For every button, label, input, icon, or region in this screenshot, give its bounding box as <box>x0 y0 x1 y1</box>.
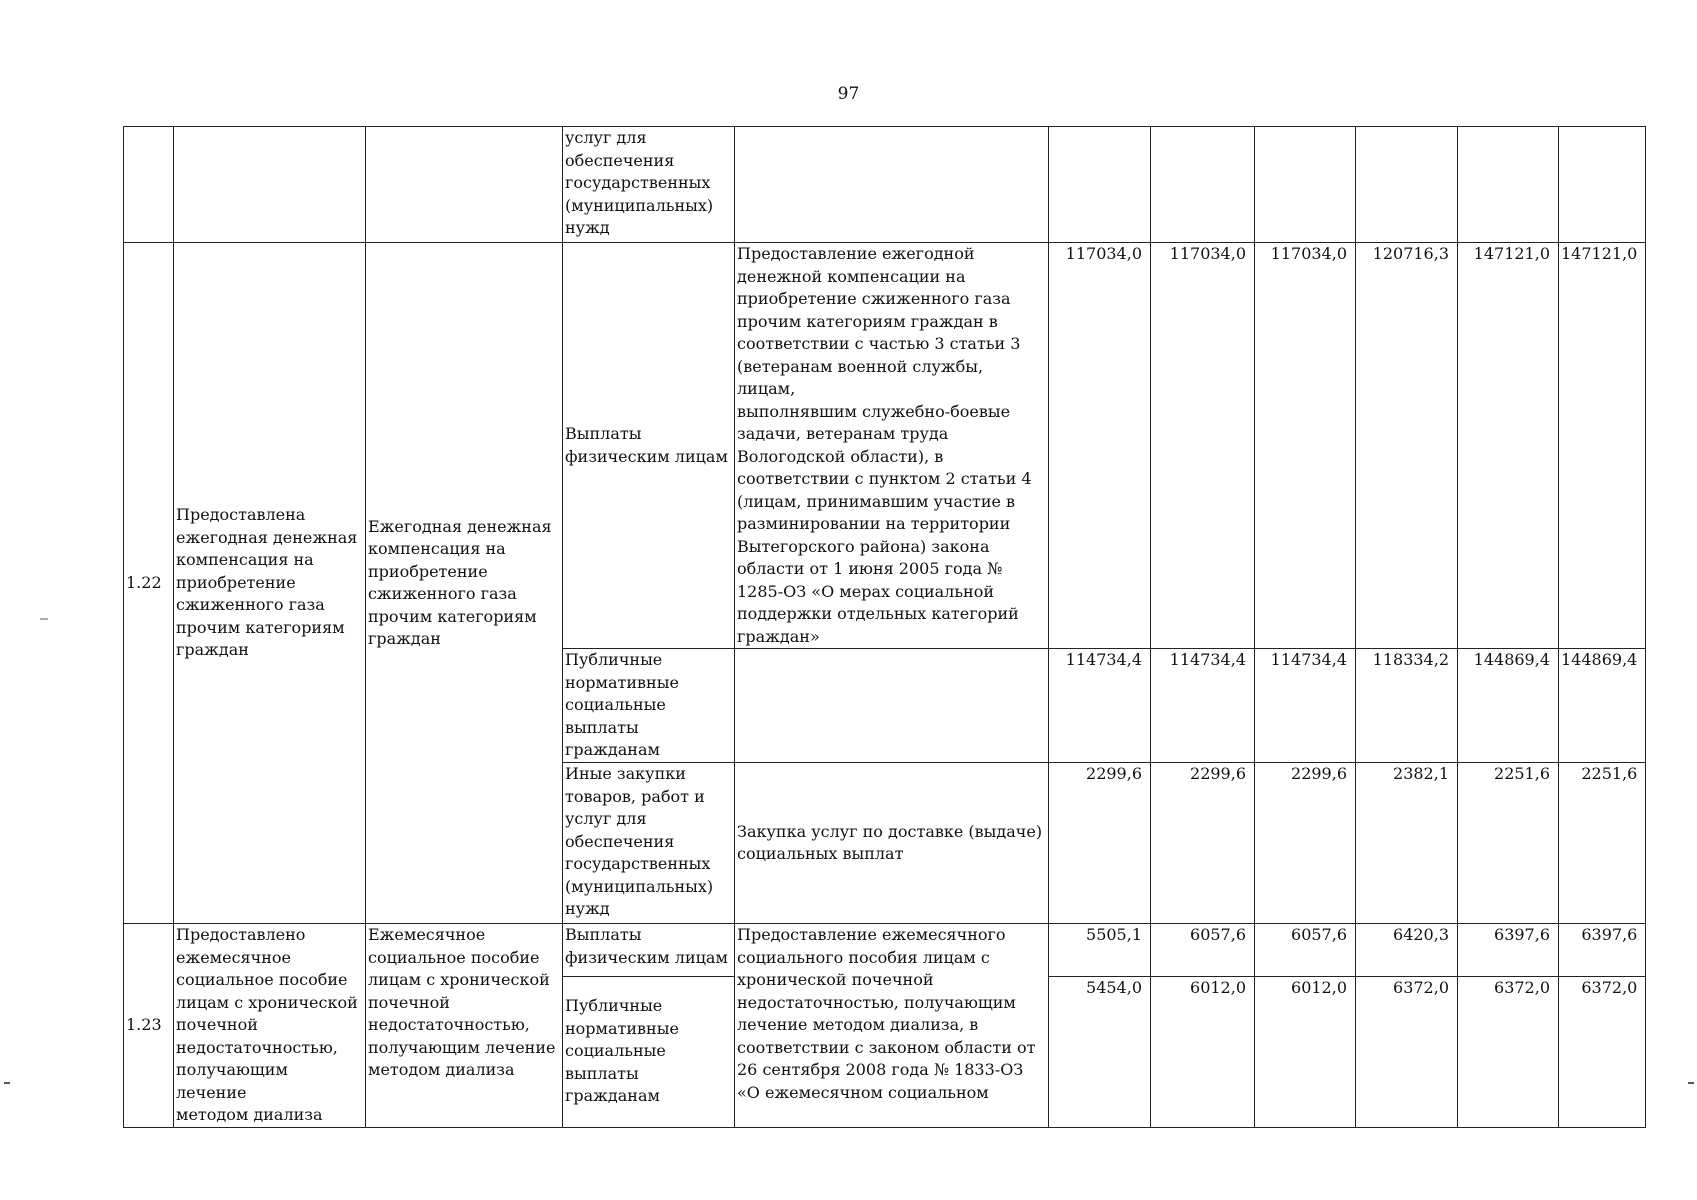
cell-value: 6372,0 <box>1559 976 1646 1127</box>
cell-value <box>1458 127 1559 243</box>
cell-value <box>1356 127 1458 243</box>
cell-value: 2251,6 <box>1458 763 1559 924</box>
cell-value: 6012,0 <box>1151 976 1255 1127</box>
cell-value: 2299,6 <box>1255 763 1356 924</box>
page-number: 97 <box>837 84 860 104</box>
cell-result: Предоставлено ежемесячное социальное пособие лицам с хронической почечной недостаточностью, получающим лечение методом диализа <box>174 924 366 1128</box>
table-row-1-23-a <box>124 924 1646 977</box>
cell-description <box>735 649 1049 763</box>
cell-value: 6057,6 <box>1255 924 1356 977</box>
cell-item-number: 1.22 <box>124 243 174 924</box>
cell-measure: Ежемесячное социальное пособие лицам с хронической почечной недостаточностью, получающим лечение методом диализа <box>366 924 563 1128</box>
cell-kosgu: Публичные нормативные социальные выплаты гражданам <box>563 649 735 763</box>
table-row-1-22-a <box>124 243 1646 649</box>
scan-mark-right <box>1688 1082 1694 1084</box>
cell-value: 147121,0 <box>1559 243 1646 649</box>
budget-table <box>123 126 1646 1128</box>
cell-kosgu: Выплаты физическим лицам <box>563 924 735 977</box>
cell-value <box>1049 127 1151 243</box>
cell-value: 6372,0 <box>1458 976 1559 1127</box>
cell-value: 147121,0 <box>1458 243 1559 649</box>
cell-value: 2299,6 <box>1151 763 1255 924</box>
scan-mark-left-upper <box>40 618 48 620</box>
cell-value: 6012,0 <box>1255 976 1356 1127</box>
cell-kosgu: Публичные нормативные социальные выплаты гражданам <box>563 976 735 1127</box>
cell-value: 6397,6 <box>1458 924 1559 977</box>
cell-description: Предоставление ежегодной денежной компенсации на приобретение сжиженного газа прочим категориям граждан в соответствии с частью 3 статьи 3 (ветеранам военной службы, лицам, выполнявшим служебно-боевые задачи, ветеранам труда Вологодской области), в соответствии с пунктом 2 статьи 4 (лицам, принимавшим участие в разминировании на территории Вытегорского района) закона области от 1 июня 2005 года № 1285-ОЗ «О мерах социальной поддержки отдельных категорий граждан» <box>735 243 1049 649</box>
cell-value: 2251,6 <box>1559 763 1646 924</box>
cell-description: Предоставление ежемесячного социального пособия лицам с хронической почечной недостаточностью, получающим лечение методом диализа, в соответствии с законом области от 26 сентября 2008 года № 1833-ОЗ «О ежемесячном социальном <box>735 924 1049 1128</box>
cell-value: 117034,0 <box>1255 243 1356 649</box>
cell-value: 6397,6 <box>1559 924 1646 977</box>
cell-value: 6057,6 <box>1151 924 1255 977</box>
cell-result <box>174 127 366 243</box>
cell-value: 5505,1 <box>1049 924 1151 977</box>
cell-value: 144869,4 <box>1559 649 1646 763</box>
cell-value: 118334,2 <box>1356 649 1458 763</box>
cell-value: 2382,1 <box>1356 763 1458 924</box>
cell-item-number: 1.23 <box>124 924 174 1128</box>
cell-value <box>1255 127 1356 243</box>
cell-description <box>735 127 1049 243</box>
cell-value: 114734,4 <box>1049 649 1151 763</box>
cell-value: 120716,3 <box>1356 243 1458 649</box>
cell-value: 6372,0 <box>1356 976 1458 1127</box>
cell-measure: Ежегодная денежная компенсация на приобретение сжиженного газа прочим категориям граждан <box>366 243 563 924</box>
cell-kosgu: Иные закупки товаров, работ и услуг для обеспечения государственных (муниципальных) нужд <box>563 763 735 924</box>
table-row-continuation <box>124 127 1646 243</box>
cell-measure <box>366 127 563 243</box>
kosgu-text: услуг для обеспечения государственных (муниципальных) нужд <box>565 128 714 237</box>
cell-value <box>1151 127 1255 243</box>
cell-value: 144869,4 <box>1458 649 1559 763</box>
cell-value: 5454,0 <box>1049 976 1151 1127</box>
cell-value: 117034,0 <box>1151 243 1255 649</box>
cell-value <box>1559 127 1646 243</box>
scan-mark-left <box>4 1082 10 1084</box>
cell-kosgu <box>563 127 735 243</box>
cell-value: 6420,3 <box>1356 924 1458 977</box>
cell-result: Предоставлена ежегодная денежная компенсация на приобретение сжиженного газа прочим категориям граждан <box>174 243 366 924</box>
cell-num <box>124 127 174 243</box>
cell-value: 2299,6 <box>1049 763 1151 924</box>
cell-value: 114734,4 <box>1255 649 1356 763</box>
cell-value: 114734,4 <box>1151 649 1255 763</box>
cell-value: 117034,0 <box>1049 243 1151 649</box>
cell-kosgu: Выплаты физическим лицам <box>563 243 735 649</box>
cell-description: Закупка услуг по доставке (выдаче) социальных выплат <box>735 763 1049 924</box>
